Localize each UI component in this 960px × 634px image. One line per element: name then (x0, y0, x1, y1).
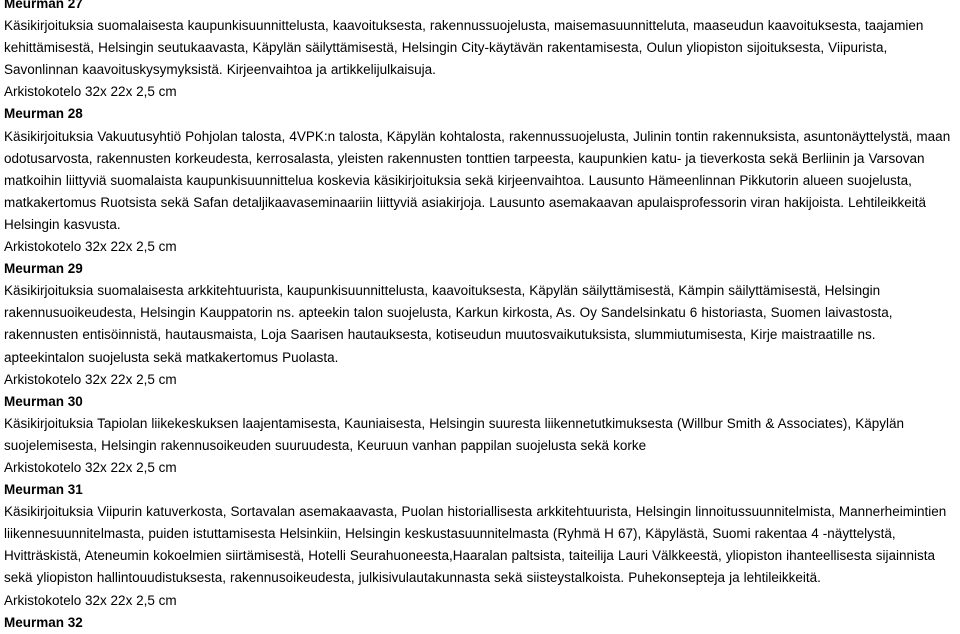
entry-description: Käsikirjoituksia suomalaisesta kaupunkisuunnittelusta, kaavoituksesta, rakennussuojelusta, maisemasuunnitteluta, maaseudun kaavoituksesta, taajamien kehittämisestä, Helsingin seutukaavasta, Käpylän säilyttämisestä, Helsingin City-käytävän rakentamisesta, Oulun yliopiston sijoituksesta, Viipurista, Savonlinnan kaavoituskysymyksistä. Kirjeenvaihtoa ja artikkelijulkaisuja. (4, 18, 924, 78)
entry-meurman-28 (4, 103, 956, 258)
entry-title: Meurman 31 (4, 482, 83, 498)
entry-meurman-32 (4, 612, 956, 634)
archive-box-size: Arkistokotelo 32x 22x 2,5 cm (4, 592, 177, 608)
entry-meurman-31 (4, 479, 956, 612)
entry-description: Käsikirjoituksia suomalaisesta arkkitehtuurista, kaupunkisuunnittelusta, kaavoituksesta, Käpylän säilyttämisestä, Kämpin säilyttämisestä, Helsingin rakennusuoikeudesta, Helsingin Kauppatorin ns. apteekin talon suojelusta, Karkun kirkosta, As. Oy Sandelsinkatu 6 historiasta, Suomen laivastosta, rakennusten entisöinnistä, hautausmaista, Loja Saarisen hautauksesta, kotiseudun muutosvaikutuksista, slummiutumisesta, Kirje maistraatille ns. apteekintalon suojelusta sekä matkakertomus Puolasta. (4, 283, 893, 365)
entry-title: Meurman 28 (4, 106, 83, 122)
archive-box-size: Arkistokotelo 32x 22x 2,5 cm (4, 371, 177, 387)
archive-box-size: Arkistokotelo 32x 22x 2,5 cm (4, 84, 177, 100)
entry-title: Meurman 27 (4, 0, 83, 11)
entry-meurman-27 (4, 0, 956, 103)
entry-meurman-29 (4, 258, 956, 391)
entry-meurman-30 (4, 391, 956, 479)
entry-description: Käsikirjoituksia Tapiolan liikekeskuksen laajentamisesta, Kauniaisesta, Helsingin suuresta liikennetutkimuksesta (Willbur Smith & Associates), Käpylän suojelemisesta, Helsingin rakennusoikeuden suuruudesta, Keuruun vanhan pappilan suojelusta sekä korke (4, 415, 905, 453)
entry-description: Käsikirjoituksia Viipurin katuverkosta, Sortavalan asemakaavasta, Puolan historiallisesta arkkitehtuurista, Helsingin linnoitussuunnitelmista, Mannerheimintien liikennesuunnitelmasta, puiden istuttamisesta Helsinkiin, Helsingin keskustasuunnitelmasta (Ryhmä H 67), Käpylästä, Suomi rakentaa 4 -näyttelystä, Hvitträskistä, Ateneumin kokoelmien siirtämisestä, Hotelli Seurahuoneesta,Haaralan paltsista, taiteilija Lauri Välkkeestä, yliopiston ihanteellisesta sijainnista sekä yliopiston hallintouudistuksesta, rakennusoikeudesta, julkisivulautakunnasta sekä siisteystalkoista. Puhekonsepteja ja lehtileikkeitä. (4, 504, 947, 586)
archive-box-size: Arkistokotelo 32x 22x 2,5 cm (4, 459, 177, 475)
archive-box-size: Arkistokotelo 32x 22x 2,5 cm (4, 239, 177, 255)
entry-title: Meurman 30 (4, 393, 83, 409)
entry-title: Meurman 32 (4, 614, 83, 630)
entry-title: Meurman 29 (4, 261, 83, 277)
entry-description: Käsikirjoituksia Vakuutusyhtiö Pohjolan talosta, 4VPK:n talosta, Käpylän kohtalosta, rakennussuojelusta, Julinin tontin rakennuksista, asuntonäyttelystä, maan odotusarvosta, rakennusten korkeudesta, kerrosalasta, yleisten rakennusten tonttien tarpeesta, kaupunkien katu- ja tieverkosta sekä Berliinin ja Varsovan matkoihin liittyviä suomalaista kaupunkisuunnittelua koskevia käsikirjoituksia sekä kirjeenvaihtoa. Lausunto Hämeenlinnan Pikkutorin alueen suojelusta, matkakertomus Ruotsista sekä Safan detaljikaavaseminaariin liittyviä asiakirjoja. Lausunto asemakaavan apulaisprofessorin viran hakijoista. Lehtileikkeitä Helsingin kasvusta. (4, 128, 951, 232)
